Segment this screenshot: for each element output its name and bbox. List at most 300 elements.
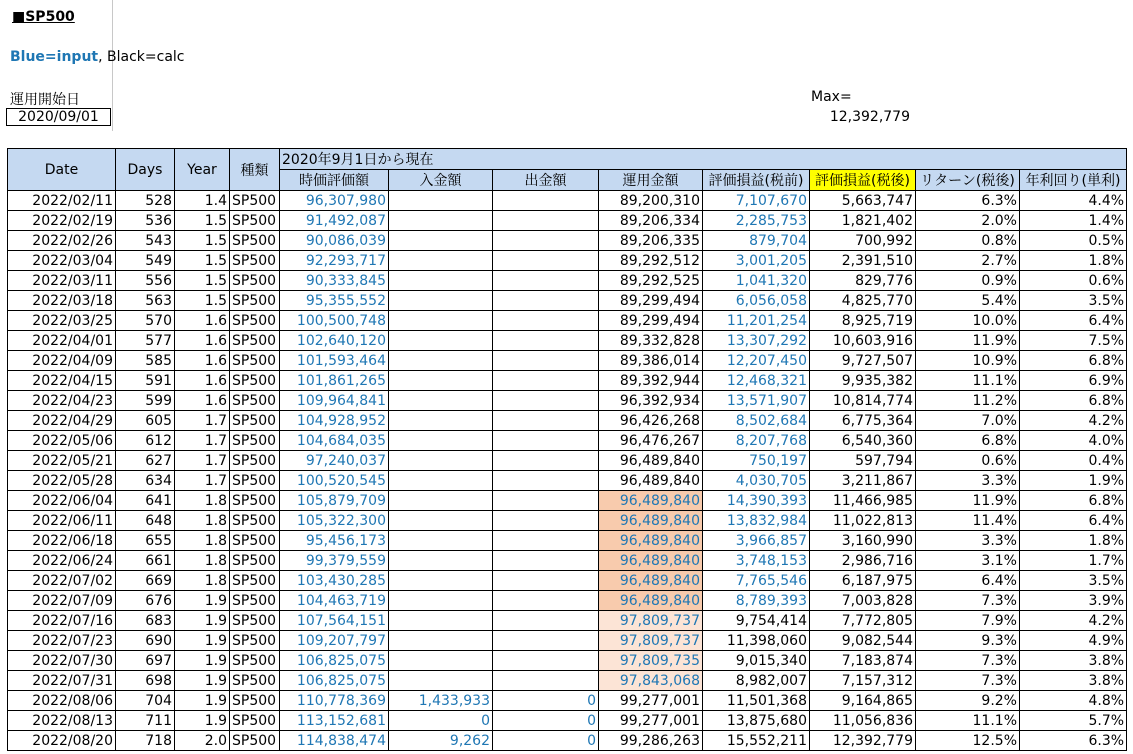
cell-annual-yield[interactable]: 6.4% — [1020, 311, 1127, 331]
cell-market-value[interactable]: 91,492,087 — [280, 211, 389, 231]
cell-pl-aftertax[interactable]: 7,772,805 — [810, 611, 916, 631]
cell-days[interactable]: 570 — [116, 311, 175, 331]
cell-deposit[interactable] — [389, 451, 493, 471]
cell-pl-aftertax[interactable]: 11,056,836 — [810, 711, 916, 731]
cell-invested[interactable]: 96,489,840 — [599, 571, 703, 591]
cell-return[interactable]: 10.9% — [916, 351, 1020, 371]
cell-annual-yield[interactable]: 0.6% — [1020, 271, 1127, 291]
cell-deposit[interactable] — [389, 291, 493, 311]
cell-deposit[interactable] — [389, 591, 493, 611]
cell-date[interactable]: 2022/03/11 — [8, 271, 116, 291]
cell-invested[interactable]: 89,206,334 — [599, 211, 703, 231]
cell-kind[interactable]: SP500 — [230, 331, 280, 351]
header-market-value[interactable]: 時価評価額 — [280, 170, 389, 191]
cell-date[interactable]: 2022/07/30 — [8, 651, 116, 671]
cell-market-value[interactable]: 109,207,797 — [280, 631, 389, 651]
cell-days[interactable]: 711 — [116, 711, 175, 731]
cell-days[interactable]: 563 — [116, 291, 175, 311]
cell-deposit[interactable] — [389, 411, 493, 431]
cell-annual-yield[interactable]: 4.8% — [1020, 691, 1127, 711]
cell-deposit[interactable]: 0 — [389, 711, 493, 731]
cell-kind[interactable]: SP500 — [230, 271, 280, 291]
cell-withdrawal[interactable] — [493, 231, 599, 251]
cell-year[interactable]: 1.7 — [175, 471, 230, 491]
cell-pl-aftertax[interactable]: 12,392,779 — [810, 731, 916, 751]
cell-year[interactable]: 1.5 — [175, 251, 230, 271]
cell-return[interactable]: 11.9% — [916, 331, 1020, 351]
cell-return[interactable]: 11.1% — [916, 371, 1020, 391]
cell-date[interactable]: 2022/04/09 — [8, 351, 116, 371]
cell-annual-yield[interactable]: 5.7% — [1020, 711, 1127, 731]
cell-year[interactable]: 1.8 — [175, 551, 230, 571]
cell-pl-pretax[interactable]: 8,982,007 — [703, 671, 810, 691]
cell-days[interactable]: 612 — [116, 431, 175, 451]
header-days[interactable]: Days — [116, 149, 175, 191]
cell-pl-aftertax[interactable]: 2,986,716 — [810, 551, 916, 571]
cell-withdrawal[interactable] — [493, 351, 599, 371]
cell-withdrawal[interactable] — [493, 211, 599, 231]
cell-pl-aftertax[interactable]: 9,935,382 — [810, 371, 916, 391]
cell-invested[interactable]: 96,489,840 — [599, 491, 703, 511]
cell-withdrawal[interactable] — [493, 271, 599, 291]
cell-days[interactable]: 690 — [116, 631, 175, 651]
cell-kind[interactable]: SP500 — [230, 571, 280, 591]
cell-pl-pretax[interactable]: 11,398,060 — [703, 631, 810, 651]
cell-return[interactable]: 11.2% — [916, 391, 1020, 411]
cell-deposit[interactable] — [389, 571, 493, 591]
cell-market-value[interactable]: 95,456,173 — [280, 531, 389, 551]
cell-return[interactable]: 10.0% — [916, 311, 1020, 331]
cell-pl-aftertax[interactable]: 11,466,985 — [810, 491, 916, 511]
cell-withdrawal[interactable] — [493, 371, 599, 391]
cell-pl-pretax[interactable]: 7,107,670 — [703, 191, 810, 211]
cell-pl-pretax[interactable]: 11,501,368 — [703, 691, 810, 711]
cell-pl-aftertax[interactable]: 6,775,364 — [810, 411, 916, 431]
cell-kind[interactable]: SP500 — [230, 731, 280, 751]
cell-return[interactable]: 11.4% — [916, 511, 1020, 531]
cell-year[interactable]: 1.8 — [175, 531, 230, 551]
cell-kind[interactable]: SP500 — [230, 411, 280, 431]
cell-deposit[interactable]: 9,262 — [389, 731, 493, 751]
cell-kind[interactable]: SP500 — [230, 191, 280, 211]
cell-annual-yield[interactable]: 6.8% — [1020, 491, 1127, 511]
cell-invested[interactable]: 96,489,840 — [599, 451, 703, 471]
cell-days[interactable]: 585 — [116, 351, 175, 371]
cell-deposit[interactable] — [389, 651, 493, 671]
cell-annual-yield[interactable]: 1.4% — [1020, 211, 1127, 231]
cell-market-value[interactable]: 90,086,039 — [280, 231, 389, 251]
cell-kind[interactable]: SP500 — [230, 691, 280, 711]
cell-pl-pretax[interactable]: 8,502,684 — [703, 411, 810, 431]
cell-invested[interactable]: 89,292,512 — [599, 251, 703, 271]
cell-year[interactable]: 1.8 — [175, 511, 230, 531]
cell-kind[interactable]: SP500 — [230, 311, 280, 331]
cell-annual-yield[interactable]: 6.9% — [1020, 371, 1127, 391]
cell-pl-aftertax[interactable]: 4,825,770 — [810, 291, 916, 311]
cell-date[interactable]: 2022/05/06 — [8, 431, 116, 451]
cell-return[interactable]: 11.1% — [916, 711, 1020, 731]
cell-market-value[interactable]: 107,564,151 — [280, 611, 389, 631]
cell-withdrawal[interactable] — [493, 431, 599, 451]
cell-return[interactable]: 6.4% — [916, 571, 1020, 591]
cell-annual-yield[interactable]: 4.2% — [1020, 411, 1127, 431]
cell-return[interactable]: 5.4% — [916, 291, 1020, 311]
cell-deposit[interactable] — [389, 231, 493, 251]
cell-withdrawal[interactable] — [493, 651, 599, 671]
cell-market-value[interactable]: 90,333,845 — [280, 271, 389, 291]
cell-year[interactable]: 1.9 — [175, 691, 230, 711]
cell-date[interactable]: 2022/08/06 — [8, 691, 116, 711]
cell-withdrawal[interactable]: 0 — [493, 691, 599, 711]
cell-withdrawal[interactable] — [493, 251, 599, 271]
cell-annual-yield[interactable]: 6.3% — [1020, 731, 1127, 751]
header-return[interactable]: リターン(税後) — [916, 170, 1020, 191]
cell-annual-yield[interactable]: 3.5% — [1020, 291, 1127, 311]
cell-market-value[interactable]: 110,778,369 — [280, 691, 389, 711]
cell-annual-yield[interactable]: 6.4% — [1020, 511, 1127, 531]
max-value[interactable]: 12,392,779 — [829, 109, 910, 125]
cell-invested[interactable]: 99,286,263 — [599, 731, 703, 751]
cell-pl-pretax[interactable]: 750,197 — [703, 451, 810, 471]
cell-days[interactable]: 676 — [116, 591, 175, 611]
cell-withdrawal[interactable] — [493, 471, 599, 491]
cell-market-value[interactable]: 104,928,952 — [280, 411, 389, 431]
cell-year[interactable]: 1.9 — [175, 651, 230, 671]
cell-pl-aftertax[interactable]: 8,925,719 — [810, 311, 916, 331]
cell-kind[interactable]: SP500 — [230, 291, 280, 311]
cell-pl-pretax[interactable]: 13,307,292 — [703, 331, 810, 351]
cell-date[interactable]: 2022/04/15 — [8, 371, 116, 391]
cell-deposit[interactable] — [389, 371, 493, 391]
cell-deposit[interactable] — [389, 331, 493, 351]
cell-date[interactable]: 2022/03/04 — [8, 251, 116, 271]
cell-return[interactable]: 0.8% — [916, 231, 1020, 251]
cell-days[interactable]: 697 — [116, 651, 175, 671]
cell-days[interactable]: 655 — [116, 531, 175, 551]
cell-year[interactable]: 1.7 — [175, 411, 230, 431]
cell-pl-aftertax[interactable]: 6,540,360 — [810, 431, 916, 451]
cell-pl-pretax[interactable]: 4,030,705 — [703, 471, 810, 491]
cell-kind[interactable]: SP500 — [230, 251, 280, 271]
cell-invested[interactable]: 96,489,840 — [599, 511, 703, 531]
cell-kind[interactable]: SP500 — [230, 211, 280, 231]
cell-deposit[interactable] — [389, 511, 493, 531]
cell-deposit[interactable] — [389, 491, 493, 511]
cell-invested[interactable]: 89,292,525 — [599, 271, 703, 291]
cell-market-value[interactable]: 101,593,464 — [280, 351, 389, 371]
cell-kind[interactable]: SP500 — [230, 451, 280, 471]
cell-market-value[interactable]: 105,879,709 — [280, 491, 389, 511]
cell-return[interactable]: 7.3% — [916, 591, 1020, 611]
cell-annual-yield[interactable]: 4.9% — [1020, 631, 1127, 651]
cell-market-value[interactable]: 100,500,748 — [280, 311, 389, 331]
cell-return[interactable]: 0.9% — [916, 271, 1020, 291]
cell-withdrawal[interactable]: 0 — [493, 711, 599, 731]
cell-days[interactable]: 536 — [116, 211, 175, 231]
cell-kind[interactable]: SP500 — [230, 611, 280, 631]
cell-withdrawal[interactable] — [493, 331, 599, 351]
cell-return[interactable]: 9.2% — [916, 691, 1020, 711]
cell-days[interactable]: 683 — [116, 611, 175, 631]
cell-market-value[interactable]: 96,307,980 — [280, 191, 389, 211]
header-period[interactable]: 2020年9月1日から現在 — [280, 149, 1127, 170]
cell-year[interactable]: 1.6 — [175, 311, 230, 331]
cell-market-value[interactable]: 104,684,035 — [280, 431, 389, 451]
cell-market-value[interactable]: 113,152,681 — [280, 711, 389, 731]
cell-market-value[interactable]: 100,520,545 — [280, 471, 389, 491]
cell-year[interactable]: 1.6 — [175, 351, 230, 371]
cell-invested[interactable]: 89,332,828 — [599, 331, 703, 351]
cell-year[interactable]: 1.5 — [175, 231, 230, 251]
cell-year[interactable]: 1.9 — [175, 611, 230, 631]
cell-date[interactable]: 2022/07/31 — [8, 671, 116, 691]
cell-invested[interactable]: 96,489,840 — [599, 471, 703, 491]
cell-annual-yield[interactable]: 3.5% — [1020, 571, 1127, 591]
header-withdrawal[interactable]: 出金額 — [493, 170, 599, 191]
cell-return[interactable]: 3.1% — [916, 551, 1020, 571]
cell-return[interactable]: 3.3% — [916, 471, 1020, 491]
cell-market-value[interactable]: 106,825,075 — [280, 651, 389, 671]
cell-annual-yield[interactable]: 6.8% — [1020, 391, 1127, 411]
cell-date[interactable]: 2022/06/04 — [8, 491, 116, 511]
cell-pl-aftertax[interactable]: 7,003,828 — [810, 591, 916, 611]
cell-days[interactable]: 718 — [116, 731, 175, 751]
cell-return[interactable]: 2.7% — [916, 251, 1020, 271]
cell-days[interactable]: 641 — [116, 491, 175, 511]
cell-invested[interactable]: 96,476,267 — [599, 431, 703, 451]
cell-year[interactable]: 1.9 — [175, 671, 230, 691]
cell-days[interactable]: 669 — [116, 571, 175, 591]
cell-kind[interactable]: SP500 — [230, 231, 280, 251]
cell-withdrawal[interactable] — [493, 551, 599, 571]
cell-withdrawal[interactable] — [493, 631, 599, 651]
cell-annual-yield[interactable]: 3.9% — [1020, 591, 1127, 611]
cell-kind[interactable]: SP500 — [230, 671, 280, 691]
cell-date[interactable]: 2022/08/20 — [8, 731, 116, 751]
cell-days[interactable]: 627 — [116, 451, 175, 471]
cell-return[interactable]: 6.3% — [916, 191, 1020, 211]
cell-market-value[interactable]: 95,355,552 — [280, 291, 389, 311]
cell-days[interactable]: 698 — [116, 671, 175, 691]
cell-deposit[interactable] — [389, 211, 493, 231]
cell-kind[interactable]: SP500 — [230, 551, 280, 571]
cell-return[interactable]: 3.3% — [916, 531, 1020, 551]
cell-annual-yield[interactable]: 3.8% — [1020, 651, 1127, 671]
cell-pl-aftertax[interactable]: 2,391,510 — [810, 251, 916, 271]
cell-annual-yield[interactable]: 0.5% — [1020, 231, 1127, 251]
cell-pl-aftertax[interactable]: 3,211,867 — [810, 471, 916, 491]
cell-invested[interactable]: 96,489,840 — [599, 551, 703, 571]
cell-date[interactable]: 2022/06/18 — [8, 531, 116, 551]
cell-invested[interactable]: 89,206,335 — [599, 231, 703, 251]
cell-pl-aftertax[interactable]: 9,164,865 — [810, 691, 916, 711]
cell-date[interactable]: 2022/04/01 — [8, 331, 116, 351]
cell-kind[interactable]: SP500 — [230, 491, 280, 511]
cell-pl-aftertax[interactable]: 11,022,813 — [810, 511, 916, 531]
cell-invested[interactable]: 97,809,735 — [599, 651, 703, 671]
cell-date[interactable]: 2022/05/28 — [8, 471, 116, 491]
cell-pl-aftertax[interactable]: 829,776 — [810, 271, 916, 291]
cell-invested[interactable]: 89,200,310 — [599, 191, 703, 211]
cell-deposit[interactable] — [389, 471, 493, 491]
cell-kind[interactable]: SP500 — [230, 431, 280, 451]
cell-pl-pretax[interactable]: 879,704 — [703, 231, 810, 251]
cell-pl-pretax[interactable]: 1,041,320 — [703, 271, 810, 291]
cell-invested[interactable]: 89,299,494 — [599, 311, 703, 331]
cell-return[interactable]: 7.3% — [916, 671, 1020, 691]
cell-market-value[interactable]: 99,379,559 — [280, 551, 389, 571]
cell-year[interactable]: 1.6 — [175, 391, 230, 411]
cell-days[interactable]: 528 — [116, 191, 175, 211]
cell-kind[interactable]: SP500 — [230, 631, 280, 651]
cell-pl-aftertax[interactable]: 6,187,975 — [810, 571, 916, 591]
cell-pl-pretax[interactable]: 15,552,211 — [703, 731, 810, 751]
cell-deposit[interactable] — [389, 271, 493, 291]
cell-pl-pretax[interactable]: 9,015,340 — [703, 651, 810, 671]
cell-invested[interactable]: 97,843,068 — [599, 671, 703, 691]
cell-annual-yield[interactable]: 6.8% — [1020, 351, 1127, 371]
cell-deposit[interactable]: 1,433,933 — [389, 691, 493, 711]
cell-date[interactable]: 2022/07/16 — [8, 611, 116, 631]
cell-pl-pretax[interactable]: 2,285,753 — [703, 211, 810, 231]
cell-invested[interactable]: 96,489,840 — [599, 531, 703, 551]
cell-market-value[interactable]: 106,825,075 — [280, 671, 389, 691]
cell-kind[interactable]: SP500 — [230, 471, 280, 491]
cell-withdrawal[interactable] — [493, 531, 599, 551]
cell-kind[interactable]: SP500 — [230, 391, 280, 411]
cell-deposit[interactable] — [389, 531, 493, 551]
cell-days[interactable]: 577 — [116, 331, 175, 351]
cell-kind[interactable]: SP500 — [230, 591, 280, 611]
cell-days[interactable]: 661 — [116, 551, 175, 571]
cell-invested[interactable]: 89,392,944 — [599, 371, 703, 391]
cell-return[interactable]: 9.3% — [916, 631, 1020, 651]
cell-pl-pretax[interactable]: 3,966,857 — [703, 531, 810, 551]
cell-return[interactable]: 11.9% — [916, 491, 1020, 511]
cell-deposit[interactable] — [389, 351, 493, 371]
cell-pl-pretax[interactable]: 9,754,414 — [703, 611, 810, 631]
cell-annual-yield[interactable]: 4.4% — [1020, 191, 1127, 211]
cell-return[interactable]: 7.0% — [916, 411, 1020, 431]
cell-days[interactable]: 543 — [116, 231, 175, 251]
cell-deposit[interactable] — [389, 631, 493, 651]
cell-year[interactable]: 1.7 — [175, 431, 230, 451]
cell-invested[interactable]: 97,809,737 — [599, 631, 703, 651]
cell-year[interactable]: 1.8 — [175, 491, 230, 511]
cell-deposit[interactable] — [389, 611, 493, 631]
cell-market-value[interactable]: 105,322,300 — [280, 511, 389, 531]
cell-days[interactable]: 599 — [116, 391, 175, 411]
cell-date[interactable]: 2022/04/23 — [8, 391, 116, 411]
cell-deposit[interactable] — [389, 671, 493, 691]
cell-pl-aftertax[interactable]: 9,727,507 — [810, 351, 916, 371]
cell-kind[interactable]: SP500 — [230, 371, 280, 391]
cell-date[interactable]: 2022/07/02 — [8, 571, 116, 591]
cell-pl-aftertax[interactable]: 597,794 — [810, 451, 916, 471]
cell-market-value[interactable]: 104,463,719 — [280, 591, 389, 611]
cell-deposit[interactable] — [389, 551, 493, 571]
cell-kind[interactable]: SP500 — [230, 511, 280, 531]
cell-deposit[interactable] — [389, 431, 493, 451]
cell-pl-aftertax[interactable]: 7,183,874 — [810, 651, 916, 671]
cell-withdrawal[interactable] — [493, 391, 599, 411]
cell-withdrawal[interactable] — [493, 511, 599, 531]
cell-year[interactable]: 1.6 — [175, 371, 230, 391]
cell-pl-pretax[interactable]: 13,875,680 — [703, 711, 810, 731]
cell-withdrawal[interactable] — [493, 451, 599, 471]
cell-annual-yield[interactable]: 1.9% — [1020, 471, 1127, 491]
cell-date[interactable]: 2022/05/21 — [8, 451, 116, 471]
cell-date[interactable]: 2022/07/23 — [8, 631, 116, 651]
cell-days[interactable]: 556 — [116, 271, 175, 291]
cell-year[interactable]: 1.5 — [175, 271, 230, 291]
cell-pl-pretax[interactable]: 7,765,546 — [703, 571, 810, 591]
cell-invested[interactable]: 97,809,737 — [599, 611, 703, 631]
cell-days[interactable]: 648 — [116, 511, 175, 531]
cell-days[interactable]: 605 — [116, 411, 175, 431]
cell-annual-yield[interactable]: 7.5% — [1020, 331, 1127, 351]
cell-date[interactable]: 2022/08/13 — [8, 711, 116, 731]
cell-annual-yield[interactable]: 3.8% — [1020, 671, 1127, 691]
cell-annual-yield[interactable]: 1.7% — [1020, 551, 1127, 571]
cell-withdrawal[interactable] — [493, 311, 599, 331]
cell-deposit[interactable] — [389, 391, 493, 411]
cell-market-value[interactable]: 103,430,285 — [280, 571, 389, 591]
cell-days[interactable]: 634 — [116, 471, 175, 491]
cell-market-value[interactable]: 109,964,841 — [280, 391, 389, 411]
cell-invested[interactable]: 96,426,268 — [599, 411, 703, 431]
cell-invested[interactable]: 99,277,001 — [599, 691, 703, 711]
cell-pl-aftertax[interactable]: 3,160,990 — [810, 531, 916, 551]
cell-year[interactable]: 1.4 — [175, 191, 230, 211]
cell-year[interactable]: 1.9 — [175, 591, 230, 611]
cell-pl-pretax[interactable]: 13,832,984 — [703, 511, 810, 531]
cell-date[interactable]: 2022/02/26 — [8, 231, 116, 251]
cell-year[interactable]: 1.5 — [175, 291, 230, 311]
cell-deposit[interactable] — [389, 311, 493, 331]
cell-date[interactable]: 2022/06/24 — [8, 551, 116, 571]
cell-withdrawal[interactable]: 0 — [493, 731, 599, 751]
cell-market-value[interactable]: 102,640,120 — [280, 331, 389, 351]
cell-pl-aftertax[interactable]: 9,082,544 — [810, 631, 916, 651]
cell-pl-aftertax[interactable]: 7,157,312 — [810, 671, 916, 691]
cell-invested[interactable]: 89,386,014 — [599, 351, 703, 371]
cell-year[interactable]: 1.5 — [175, 211, 230, 231]
cell-date[interactable]: 2022/02/19 — [8, 211, 116, 231]
cell-market-value[interactable]: 97,240,037 — [280, 451, 389, 471]
header-deposit[interactable]: 入金額 — [389, 170, 493, 191]
start-date-cell[interactable]: 2020/09/01 — [6, 108, 111, 126]
header-pl-aftertax[interactable]: 評価損益(税後) — [810, 170, 916, 191]
cell-date[interactable]: 2022/04/29 — [8, 411, 116, 431]
cell-annual-yield[interactable]: 4.0% — [1020, 431, 1127, 451]
cell-invested[interactable]: 96,489,840 — [599, 591, 703, 611]
cell-date[interactable]: 2022/03/18 — [8, 291, 116, 311]
cell-date[interactable]: 2022/06/11 — [8, 511, 116, 531]
cell-kind[interactable]: SP500 — [230, 711, 280, 731]
cell-annual-yield[interactable]: 1.8% — [1020, 251, 1127, 271]
cell-deposit[interactable] — [389, 191, 493, 211]
cell-year[interactable]: 1.9 — [175, 711, 230, 731]
cell-withdrawal[interactable] — [493, 291, 599, 311]
cell-withdrawal[interactable] — [493, 611, 599, 631]
cell-date[interactable]: 2022/03/25 — [8, 311, 116, 331]
header-pl-pretax[interactable]: 評価損益(税前) — [703, 170, 810, 191]
cell-annual-yield[interactable]: 4.2% — [1020, 611, 1127, 631]
cell-pl-aftertax[interactable]: 10,603,916 — [810, 331, 916, 351]
cell-pl-pretax[interactable]: 3,748,153 — [703, 551, 810, 571]
cell-withdrawal[interactable] — [493, 191, 599, 211]
